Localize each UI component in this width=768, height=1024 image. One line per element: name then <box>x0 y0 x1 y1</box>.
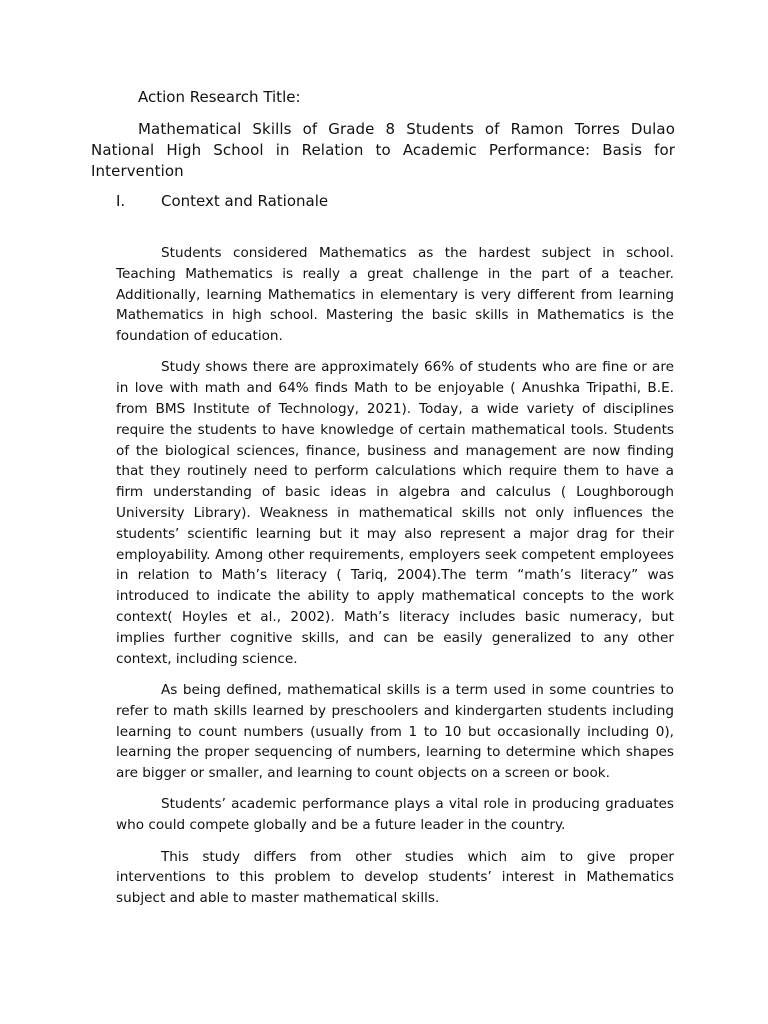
action-research-title-label: Action Research Title: <box>138 88 301 106</box>
section-heading <box>116 191 328 212</box>
paragraph: Study shows there are approximately 66% of students who are fine or are in love with math and 64% finds Math to be enjoyable ( Anushka Tripathi, B.E. from BMS Institute of Technology, 2021). Today, a wide variety of disciplines require the students to have knowledge of certain mathematical tools. Students of the biological sciences, finance, business and management are now finding that they routinely need to perform calculations which require them to have a firm understanding of basic ideas in algebra and calculus ( Loughborough University Library). Weakness in mathematical skills not only influences the students’ scientific learning but it may also represent a major drag for their employability. Among other requirements, employers seek competent employees in relation to Math’s literacy ( Tariq, 2004).The term “math’s literacy” was introduced to indicate the ability to apply mathematical concepts to the work context( Hoyles et al., 2002). Math’s literacy includes basic numeracy, but implies further cognitive skills, and can be easily generalized to any other context, including science. <box>116 359 674 667</box>
paragraph: Students considered Mathematics as the hardest subject in school. Teaching Mathematics is really a great challenge in the part of a teacher. Additionally, learning Mathematics in elementary is very different from learning Mathematics in high school. Mastering the basic skills in Mathematics is the foundation of education. <box>116 245 674 345</box>
paragraph: This study differs from other studies which aim to give proper interventions to this problem to develop students’ interest in Mathematics subject and able to master mathematical skills. <box>116 848 674 907</box>
section-number: I. <box>116 192 126 210</box>
section-title: Context and Rationale <box>161 192 329 210</box>
research-title: Mathematical Skills of Grade 8 Students of Ramon Torres Dulao National High School in Relation to Academic Performance: Basis for Intervention <box>91 120 675 180</box>
paragraph: Students’ academic performance plays a vital role in producing graduates who could compete globally and be a future leader in the country. <box>116 796 674 834</box>
body-text <box>116 243 674 919</box>
paragraph: As being defined, mathematical skills is a term used in some countries to refer to math skills learned by preschoolers and kindergarten students including learning to count numbers (usually from 1 to 10 but occasionally including 0), learning the proper sequencing of numbers, learning to determine which shapes are bigger or smaller, and learning to count objects on a screen or book. <box>116 681 674 782</box>
